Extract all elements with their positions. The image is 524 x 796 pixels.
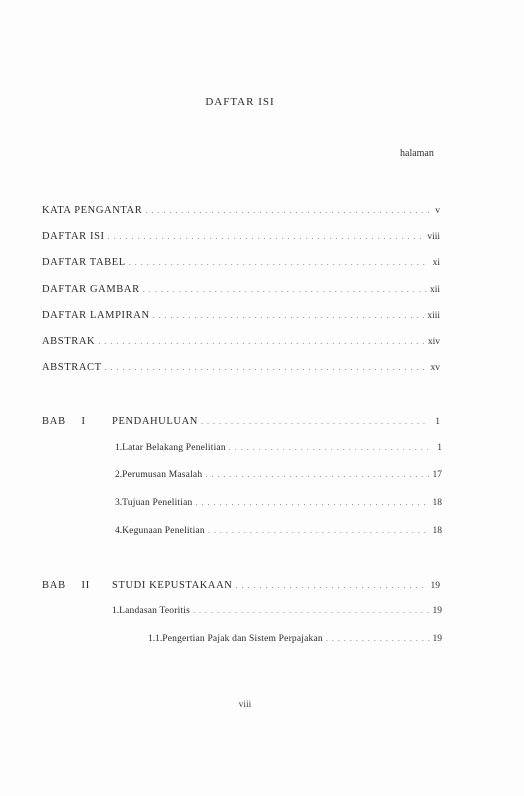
toc-entry-label: DAFTAR GAMBAR — [42, 284, 140, 295]
section-entry — [115, 443, 442, 453]
toc-entry-page: xii — [429, 285, 440, 295]
toc-entry-label: DAFTAR LAMPIRAN — [42, 310, 150, 321]
dot-leader — [193, 606, 429, 615]
dot-leader — [201, 417, 429, 426]
dot-leader — [105, 363, 428, 372]
dot-leader — [208, 526, 430, 535]
dot-leader — [229, 443, 431, 452]
toc-entry — [42, 310, 440, 321]
toc-entry — [42, 362, 440, 373]
dot-leader — [108, 232, 425, 241]
toc-entry-page: xv — [430, 363, 440, 373]
chapter-roman: I — [81, 416, 86, 427]
toc-entry-page: viii — [427, 232, 440, 242]
chapter-page: 1 — [435, 417, 440, 427]
page-number: viii — [238, 700, 252, 710]
toc-entry — [42, 231, 440, 242]
toc-entry-label: ABSTRAK — [42, 336, 96, 347]
chapter-number — [42, 416, 86, 427]
section-entry — [115, 526, 442, 536]
section-page: 18 — [432, 498, 442, 508]
toc-entry — [42, 257, 440, 268]
section-number: 4. — [115, 526, 123, 536]
toc-entry — [42, 284, 440, 295]
dot-leader — [129, 258, 429, 267]
dot-leader — [153, 311, 425, 320]
toc-entry-page: xiv — [427, 337, 440, 347]
subsection-title: Pengertian Pajak dan Sistem Perpajakan — [162, 634, 323, 644]
section-entry — [112, 606, 442, 616]
section-number: 1. — [112, 606, 120, 616]
dot-leader — [236, 581, 428, 590]
section-page: 1 — [437, 443, 442, 453]
section-entry — [115, 498, 442, 508]
section-title: Latar Belakang Penelitian — [122, 443, 226, 453]
dot-leader — [205, 470, 429, 479]
section-number: 2. — [115, 470, 123, 480]
dot-leader — [143, 285, 427, 294]
chapter-title: PENDAHULUAN — [112, 416, 198, 427]
toc-entry-page: v — [435, 206, 440, 216]
section-page: 19 — [432, 606, 442, 616]
section-title: Kegunaan Penelitian — [122, 526, 205, 536]
chapter-page: 19 — [430, 581, 440, 591]
subsection-number: 1.1. — [148, 634, 163, 644]
section-entry — [115, 470, 442, 480]
dot-leader — [98, 337, 425, 346]
section-number: 3. — [115, 498, 123, 508]
toc-entry-label: KATA PENGANTAR — [42, 205, 143, 216]
section-title: Landasan Teoritis — [119, 606, 191, 616]
chapter-number — [42, 580, 90, 591]
toc-entry-page: xiii — [427, 311, 440, 321]
section-number: 1. — [115, 443, 123, 453]
dot-leader — [195, 498, 429, 507]
section-page: 17 — [432, 470, 442, 480]
subsection-page: 19 — [432, 634, 442, 644]
toc-entry-label: DAFTAR TABEL — [42, 257, 126, 268]
toc-entry — [42, 205, 440, 216]
page-column-label: halaman — [400, 148, 434, 159]
chapter-entry — [112, 416, 440, 427]
section-page: 18 — [432, 526, 442, 536]
section-title: Perumusan Masalah — [122, 470, 203, 480]
toc-entry-page: xi — [432, 258, 440, 268]
subsection-entry — [148, 634, 442, 644]
page-title: DAFTAR ISI — [205, 96, 275, 108]
toc-entry — [42, 336, 440, 347]
chapter-roman: II — [81, 580, 91, 591]
chapter-entry — [112, 580, 440, 591]
chapter-bab-word: BAB — [42, 580, 66, 591]
dot-leader — [326, 634, 430, 643]
section-title: Tujuan Penelitian — [122, 498, 193, 508]
chapter-bab-word: BAB — [42, 416, 66, 427]
toc-entry-label: ABSTRACT — [42, 362, 102, 373]
toc-entry-label: DAFTAR ISI — [42, 231, 105, 242]
chapter-title: STUDI KEPUSTAKAAN — [112, 580, 233, 591]
dot-leader — [145, 206, 429, 215]
